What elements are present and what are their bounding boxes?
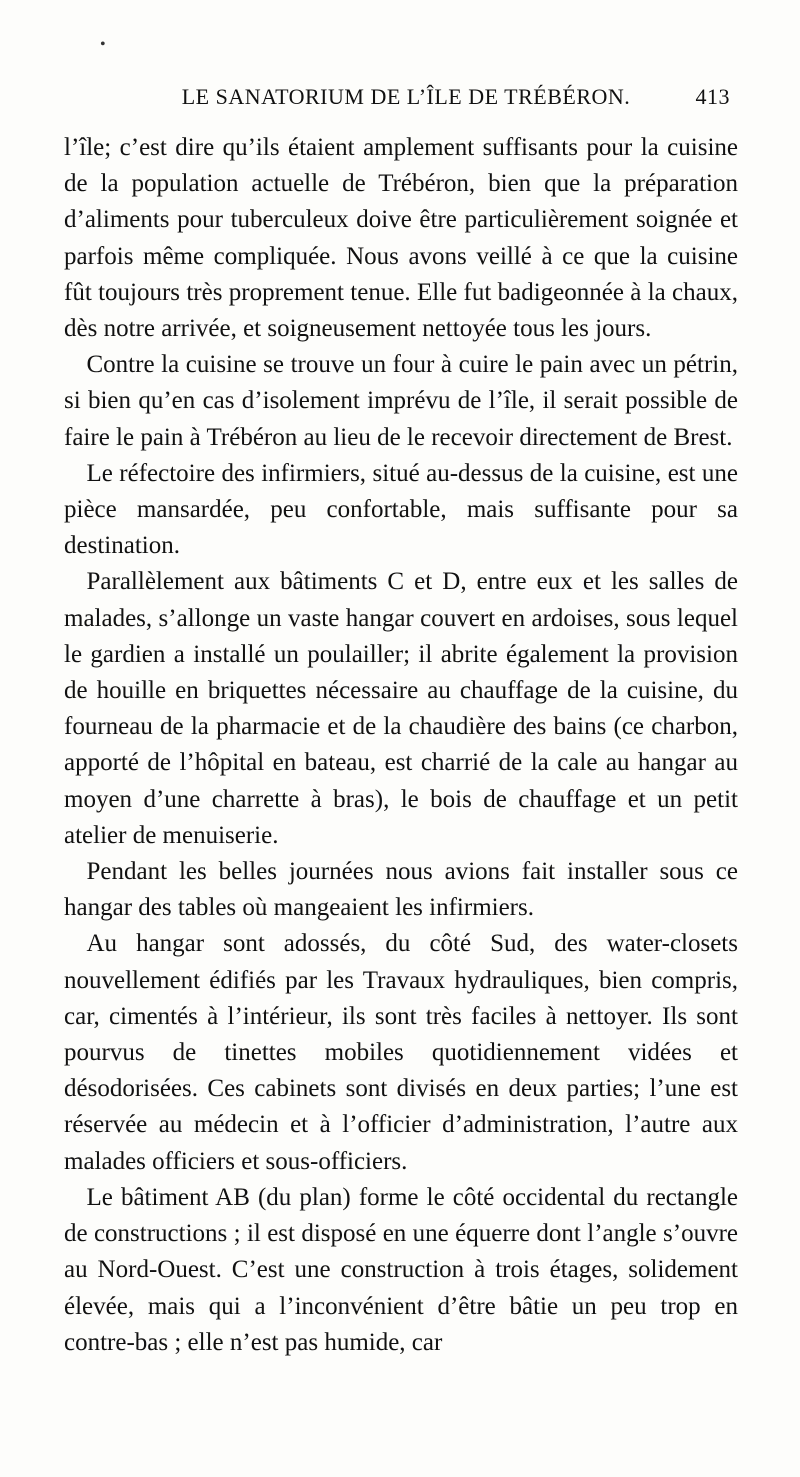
paragraph-building-ab: Le bâtiment AB (du plan) forme le côté occidental du rectangle de constructions ; il est disposé en une équerre dont l’angle s’ouvre au Nord-Ouest. C’est une construction à trois étages, solidement élevée, mais qui a l’inconvénient d’être bâtie un peu trop en contre-bas ; elle n’est pas humide, car (64, 1183, 738, 1356)
paragraph-bread-oven: Contre la cuisine se trouve un four à cuire le pain avec un pétrin, si bien qu’en cas d’isolement imprévu de l’île, il serait possible de faire le pain à Trébéron au lieu de le recevoir directement de Brest. (64, 351, 738, 451)
paragraph-refectory: Le réfectoire des infirmiers, situé au-dessus de la cuisine, est une pièce mansardée, peu confortable, mais suffisante pour sa destination. (64, 459, 738, 560)
paragraph-kitchen-continuation: l’île; c’est dire qu’ils étaient amplement suffisants pour la cuisine de la population actuelle de Trébéron, bien que la préparation d’aliments pour tuberculeux doive être particulièrement soignée et parfois même compliquée. Nous avons veillé à ce que la cuisine fût toujours très proprement tenue. Elle fut badigeonnée à la chaux, dès notre arrivée, et soigneusement nettoyée tous les jours. (64, 134, 738, 343)
paragraph-tables: Pendant les belles journées nous avions fait installer sous ce hangar des tables où mangeaient les infirmiers. (64, 858, 738, 922)
running-head (132, 84, 730, 124)
body-text (64, 130, 738, 1361)
running-title: LE SANATORIUM DE L’ÎLE DE TRÉBÉRON. (181, 84, 631, 109)
paragraph-water-closets: Au hangar sont adossés, du côté Sud, des water-closets nouvellement édifiés par les Travaux hydrauliques, bien compris, car, cimentés à l’intérieur, ils sont très faciles à nettoyer. Ils sont pourvus de tinettes mobiles quotidiennement vidées et désodorisées. Ces cabinets sont divisés en deux parties; l’une est réservée au médecin et à l’officier d’administration, l’autre aux malades officiers et sous-officiers. (64, 930, 738, 1175)
paragraph-hangar: Parallèlement aux bâtiments C et D, entre eux et les salles de malades, s’allonge un vaste hangar couvert en ardoises, sous lequel le gardien a installé un poulailler; il abrite également la provision de houille en briquettes nécessaire au chauffage de la cuisine, du fourneau de la pharmacie et de la chaudière des bains (ce charbon, apporté de l’hôpital en bateau, est charrié de la cale au hangar au moyen d’une charrette à bras), le bois de chauffage et un petit atelier de menuiserie. (64, 568, 738, 849)
page-number: 413 (695, 84, 730, 109)
margin-ornament: • (100, 36, 106, 53)
